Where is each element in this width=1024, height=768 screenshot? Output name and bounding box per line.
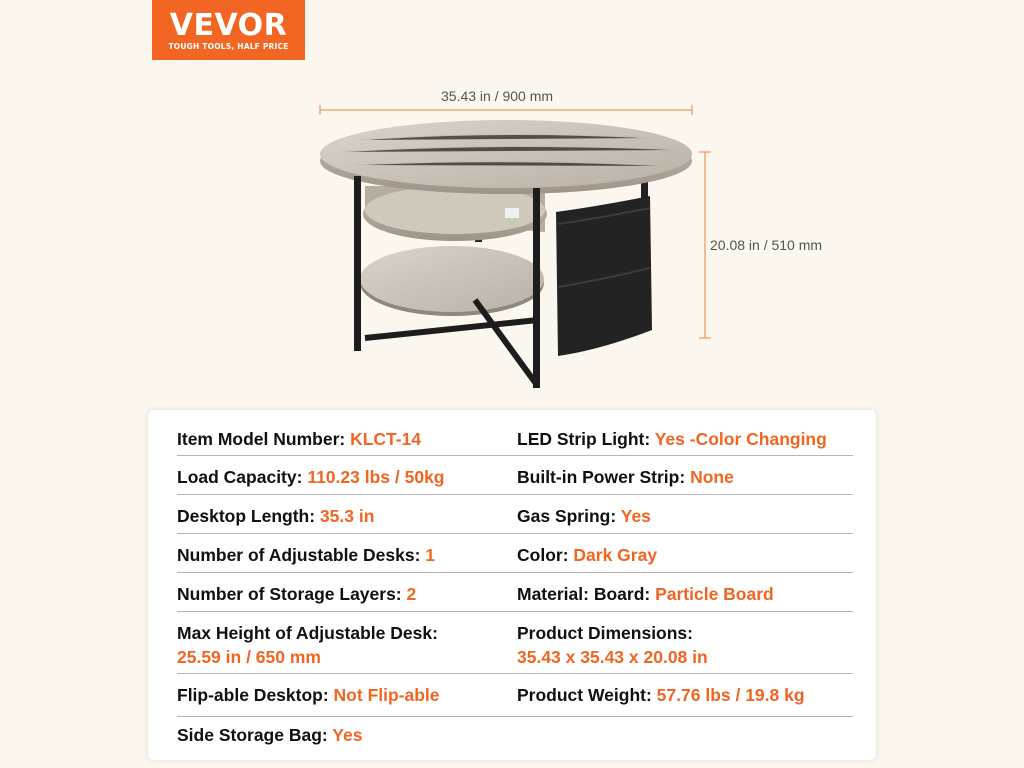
spec-row <box>177 465 853 495</box>
spec-max-height: Max Height of Adjustable Desk: 25.59 in / 650 mm <box>177 623 438 667</box>
coffee-table-image <box>300 90 860 400</box>
spec-product-weight: Product Weight: 57.76 lbs / 19.8 kg <box>517 685 805 705</box>
spec-desktop-length: Desktop Length: 35.3 in <box>177 506 375 526</box>
spec-row <box>177 582 853 612</box>
spec-led-strip-light: LED Strip Light: Yes -Color Changing <box>517 429 827 449</box>
height-dimension-label: 20.08 in / 510 mm <box>710 237 823 253</box>
spec-gas-spring: Gas Spring: Yes <box>517 506 651 526</box>
spec-row <box>177 543 853 573</box>
spec-side-storage-bag: Side Storage Bag: Yes <box>177 725 363 745</box>
spec-flipable-desktop: Flip-able Desktop: Not Flip-able <box>177 685 440 705</box>
spec-storage-layers: Number of Storage Layers: 2 <box>177 584 417 604</box>
spec-item-model-number: Item Model Number: KLCT-14 <box>177 429 422 449</box>
spec-color: Color: Dark Gray <box>517 545 658 565</box>
spec-row <box>177 427 853 456</box>
spec-row <box>177 504 853 534</box>
spec-material: Material: Board: Particle Board <box>517 584 774 604</box>
spec-product-dimensions: Product Dimensions: 35.43 x 35.43 x 20.08 in <box>517 623 708 667</box>
vevor-logo <box>152 0 305 60</box>
brand-tagline: TOUGH TOOLS, HALF PRICE <box>168 42 289 51</box>
spec-row <box>177 723 853 751</box>
spec-power-strip: Built-in Power Strip: None <box>517 467 734 487</box>
width-dimension-label: 35.43 in / 900 mm <box>441 88 554 104</box>
spec-load-capacity: Load Capacity: 110.23 lbs / 50kg <box>177 467 445 487</box>
spec-row <box>177 621 853 674</box>
brand-name: VEVOR <box>169 8 288 43</box>
specs-panel <box>148 410 876 760</box>
spec-row <box>177 683 853 717</box>
spec-adjustable-desks: Number of Adjustable Desks: 1 <box>177 545 436 565</box>
